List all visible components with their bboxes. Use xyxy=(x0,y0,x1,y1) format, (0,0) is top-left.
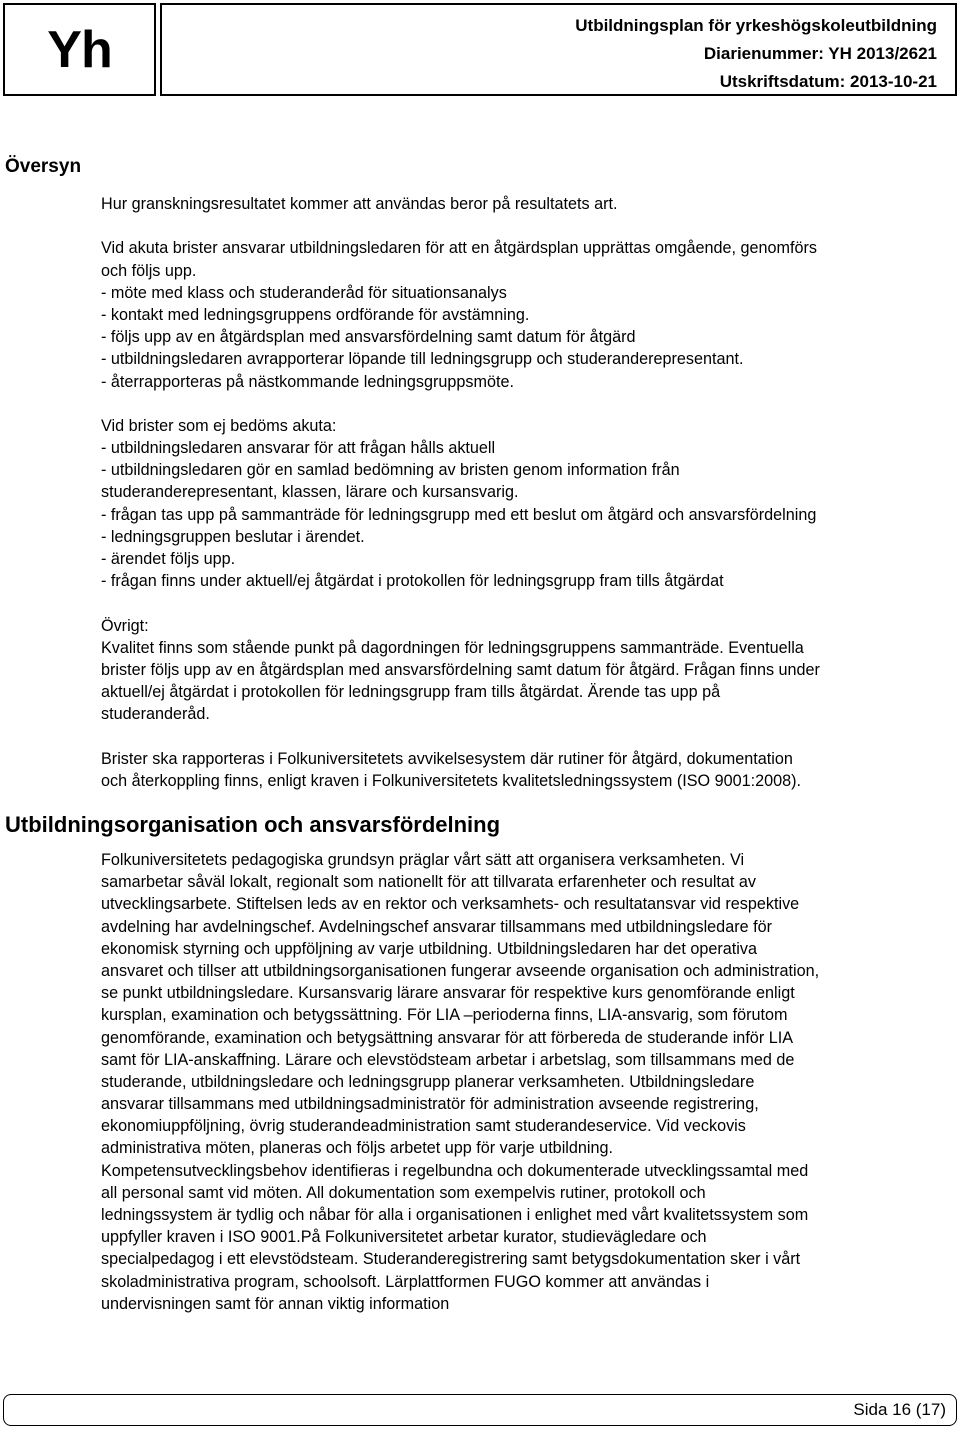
text-line: se punkt utbildningsledare. Kursansvarig lärare ansvarar för respektive kurs genomförande enligt xyxy=(101,984,795,1003)
text-line: studeranderepresentant, klassen, lärare och kursansvarig. xyxy=(101,483,519,502)
text-line: och återkoppling finns, enligt kraven i Folkuniversitetets kvalitetsledningssystem (ISO 9001:2008). xyxy=(101,771,802,790)
text-line: utvecklingsarbete. Stiftelsen leds av en rektor och verksamhets- och resultatansvar vid respektive xyxy=(101,895,800,914)
text-line: Kompetensutvecklingsbehov identifieras i regelbundna och dokumenterade utvecklingssamtal med xyxy=(101,1161,809,1180)
text-line: studerande, utbildningsledare och ledningsgrupp planerar verksamheten. Utbildningsledare xyxy=(101,1072,755,1091)
paragraph-gap xyxy=(101,592,951,614)
text-line: all personal samt vid möten. All dokumentation som exempelvis rutiner, protokoll och xyxy=(101,1183,706,1202)
logo-text: Yh xyxy=(47,20,112,79)
text-line: ekonomisk styrning och uppföljning av varje utbildning. Utbildningsledaren har det operativa xyxy=(101,939,757,958)
section-heading-oversyn: Översyn xyxy=(5,156,82,177)
diarienummer: Diarienummer: YH 2013/2621 xyxy=(703,44,937,63)
organisation-body xyxy=(101,849,951,1315)
text-line: - utbildningsledaren gör en samlad bedömning av bristen genom information från xyxy=(101,461,680,480)
oversyn-body xyxy=(101,193,951,792)
paragraph-gap xyxy=(101,726,951,748)
text-line: ekonomiuppföljning, övrig studerandeadministration samt studerandeservice. Vid veckovis xyxy=(101,1117,746,1136)
text-line: specialpedagog i ett elevstödsteam. Studeranderegistrering samt betygsdokumentation sker i vårt xyxy=(101,1250,801,1269)
text-line: aktuell/ej åtgärdat i protokollen för ledningsgrupp fram tills åtgärdat. Ärende tas upp på xyxy=(101,683,721,702)
paragraph-gap xyxy=(101,393,951,415)
text-line: - följs upp av en åtgärdsplan med ansvarsfördelning samt datum för åtgärd xyxy=(101,328,636,347)
text-line: - utbildningsledaren ansvarar för att frågan hålls aktuell xyxy=(101,439,496,458)
page-footer xyxy=(3,1394,957,1426)
text-line: Övrigt: xyxy=(101,616,149,635)
text-line: ansvarar tillsammans med utbildningsadministratör för administration avseende registrering, xyxy=(101,1095,759,1114)
text-line: - möte med klass och studeranderåd för situationsanalys xyxy=(101,283,507,302)
text-line: Hur granskningsresultatet kommer att användas beror på resultatets art. xyxy=(101,195,618,213)
document-title: Utbildningsplan för yrkeshögskoleutbildning xyxy=(575,16,937,35)
text-line: - ärendet följs upp. xyxy=(101,550,236,568)
document-header xyxy=(160,3,957,96)
utskriftsdatum: Utskriftsdatum: 2013-10-21 xyxy=(719,72,937,91)
text-line: undervisningen samt för annan viktig information xyxy=(101,1294,450,1313)
text-line: och följs upp. xyxy=(101,261,197,280)
text-line: avdelning har avdelningschef. Avdelningschef ansvarar tillsammans med utbildningsledare för xyxy=(101,917,772,936)
text-line: - kontakt med ledningsgruppens ordförande för avstämning. xyxy=(101,305,530,324)
text-line: ansvaret och tillser att utbildningsorganisationen fungerar avseende organisation och administration, xyxy=(101,961,820,980)
text-line: Vid akuta brister ansvarar utbildningsledaren för att en åtgärdsplan upprättas omgående, genomförs xyxy=(101,239,817,258)
yh-logo xyxy=(3,3,156,96)
text-line: uppfyller kraven i ISO 9001.På Folkuniversitetet arbetar kurator, studievägledare och xyxy=(101,1228,707,1247)
text-line: genomförande, examination och betygsättning ansvarar för att förbereda de studerande inför LIA xyxy=(101,1028,793,1047)
text-line: samarbetar såväl lokalt, regionalt som nationellt för att tillvarata erfarenheter och resultat av xyxy=(101,873,757,892)
text-line: samt för LIA-anskaffning. Lärare och elevstödsteam arbetar i arbetslag, som tillsammans med de xyxy=(101,1050,795,1069)
text-line: - frågan tas upp på sammanträde för ledningsgrupp med ett beslut om åtgärd och ansvarsfördelning xyxy=(101,505,817,524)
text-line: skoladministrativa program, schoolsoft. Lärplattformen FUGO kommer att användas i xyxy=(101,1272,710,1291)
text-line: - återrapporteras på nästkommande ledningsgruppsmöte. xyxy=(101,372,515,391)
text-line: Folkuniversitetets pedagogiska grundsyn präglar vårt sätt att organisera verksamheten. Vi xyxy=(101,851,745,869)
text-line: Brister ska rapporteras i Folkuniversitetets avvikelsesystem där rutiner för åtgärd, dokumentation xyxy=(101,749,793,768)
text-line: - frågan finns under aktuell/ej åtgärdat i protokollen för ledningsgrupp fram tills åtgärdat xyxy=(101,572,724,591)
text-line: Vid brister som ej bedöms akuta: xyxy=(101,416,337,435)
text-line: studeranderåd. xyxy=(101,705,210,724)
text-line: brister följs upp av en åtgärdsplan med ansvarsfördelning samt datum för åtgärd. Frågan finns under xyxy=(101,660,820,679)
text-line: kursplan, examination och betygssättning. För LIA –perioderna finns, LIA-ansvarig, som förutom xyxy=(101,1006,788,1025)
text-line: administrativa möten, planeras och följs arbetet upp för varje utbildning. xyxy=(101,1139,613,1158)
paragraph-gap xyxy=(101,215,951,237)
text-line: Kvalitet finns som stående punkt på dagordningen för ledningsgruppens sammanträde. Eventuella xyxy=(101,638,804,657)
section-heading-utbildningsorganisation: Utbildningsorganisation och ansvarsfördelning xyxy=(5,812,501,837)
text-line: ledningssystem är tydlig och nåbar för alla i organisationen i enlighet med vårt kvalitetssystem som xyxy=(101,1206,809,1224)
text-line: - utbildningsledaren avrapporterar löpande till ledningsgrupp och studeranderepresentant. xyxy=(101,350,744,369)
page-number: Sida 16 (17) xyxy=(853,1400,946,1419)
text-line: - ledningsgruppen beslutar i ärendet. xyxy=(101,527,365,546)
